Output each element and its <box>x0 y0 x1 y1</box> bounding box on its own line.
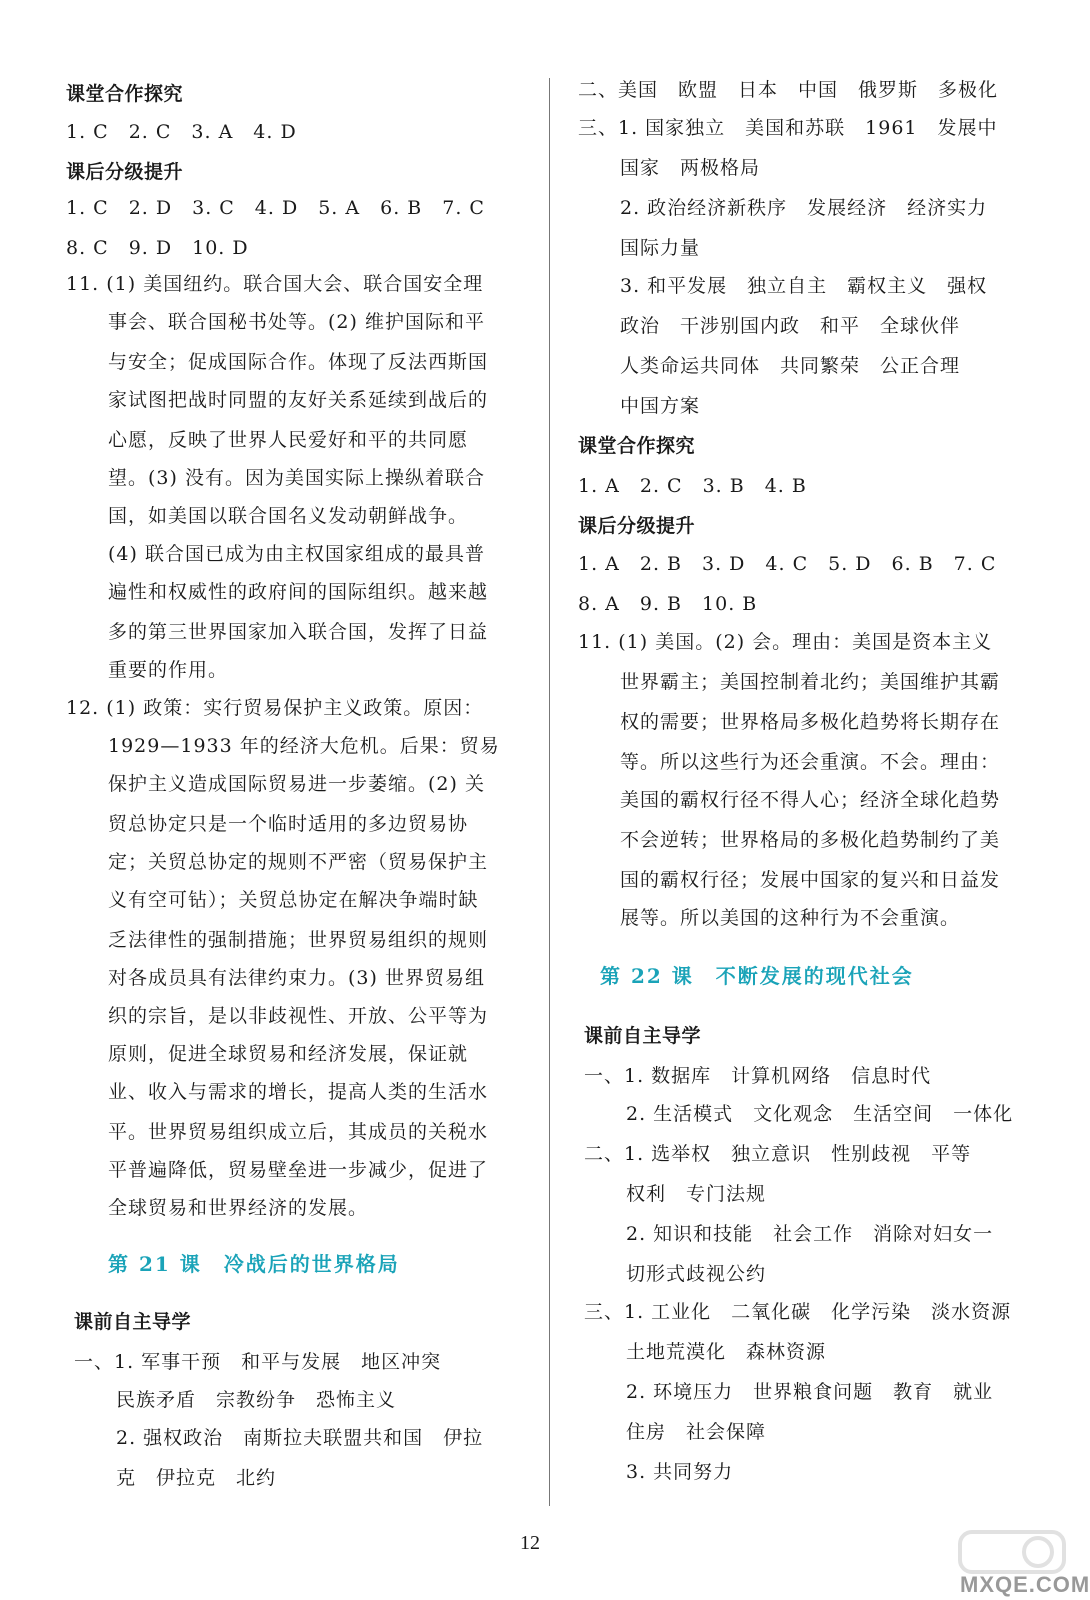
heading-after-class: 课后分级提升 <box>578 515 696 537</box>
answer-line: 家试图把战时同盟的友好关系延续到战后的 <box>108 389 489 411</box>
answer-line: 二、1. 选举权 独立意识 性别歧视 平等 <box>584 1143 972 1165</box>
answer-line: 展等。所以美国的这种行为不会重演。 <box>620 907 961 929</box>
answer-line: 遍性和权威性的政府间的国际组织。越来越 <box>108 581 489 603</box>
answer-line: 二、美国 欧盟 日本 中国 俄罗斯 多极化 <box>578 79 999 101</box>
answer-line: 三、1. 工业化 二氧化碳 化学污染 淡水资源 <box>584 1301 1012 1323</box>
answer-line: 11. (1) 美国纽约。联合国大会、联合国安全理 <box>66 273 484 295</box>
answer-line: 美国的霸权行径不得人心；经济全球化趋势 <box>620 789 1001 811</box>
page-number: 12 <box>520 1532 540 1554</box>
answer-line: 人类命运共同体 共同繁荣 公正合理 <box>620 355 961 377</box>
watermark-text: MXQE.COM <box>960 1572 1090 1597</box>
answer-line: 住房 社会保障 <box>626 1421 767 1443</box>
answer-line: 业、收入与需求的增长，提高人类的生活水 <box>108 1081 489 1103</box>
answer-line: 2. 政治经济新秩序 发展经济 经济实力 <box>620 197 988 219</box>
answer-line: 12. (1) 政策：实行贸易保护主义政策。原因： <box>66 697 484 719</box>
answer-line: 贸总协定只是一个临时适用的多边贸易协 <box>108 813 469 835</box>
answer-line: 一、1. 数据库 计算机网络 信息时代 <box>584 1065 932 1087</box>
answer-line: 平普遍降低，贸易壁垒进一步减少，促进了 <box>108 1159 489 1181</box>
answer-line: 三、1. 国家独立 美国和苏联 1961 发展中 <box>578 117 998 139</box>
lesson-22-title: 第 22 课 不断发展的现代社会 <box>600 964 914 988</box>
heading-pre-class: 课前自主导学 <box>74 1311 192 1333</box>
heading-classroom-cooperation: 课堂合作探究 <box>66 83 184 105</box>
heading-after-class: 课后分级提升 <box>66 161 184 183</box>
answer-line: 世界霸主；美国控制着北约；美国维护其霸 <box>620 671 1001 693</box>
answer-line: 2. 强权政治 南斯拉夫联盟共和国 伊拉 <box>116 1427 484 1449</box>
answer-line: 事会、联合国秘书处等。(2) 维护国际和平 <box>108 311 485 333</box>
answer-line: 11. (1) 美国。(2) 会。理由：美国是资本主义 <box>578 631 993 653</box>
answer-line: 8. C 9. D 10. D <box>66 237 249 259</box>
answer-line: 国家 两极格局 <box>620 157 761 179</box>
answer-line: 全球贸易和世界经济的发展。 <box>108 1197 369 1219</box>
answer-line: 义有空可钻）；关贸总协定在解决争端时缺 <box>108 889 479 911</box>
lesson-21-title: 第 21 课 冷战后的世界格局 <box>108 1252 400 1276</box>
answer-line: 重要的作用。 <box>108 659 229 681</box>
answer-line: 权的需要；世界格局多极化趋势将长期存在 <box>620 711 1001 733</box>
answer-line: 政治 干涉别国内政 和平 全球伙伴 <box>620 315 961 337</box>
answer-line: 原则，促进全球贸易和经济发展，保证就 <box>108 1043 469 1065</box>
answer-line: 织的宗旨，是以非歧视性、开放、公平等为 <box>108 1005 489 1027</box>
answer-line: 一、1. 军事干预 和平与发展 地区冲突 <box>74 1351 442 1373</box>
answer-line: 中国方案 <box>620 395 701 417</box>
answer-line: 2. 环境压力 世界粮食问题 教育 就业 <box>626 1381 994 1403</box>
answer-line: 国的霸权行径；发展中国家的复兴和日益发 <box>620 869 1001 891</box>
answer-line: 1929—1933 年的经济大危机。后果：贸易 <box>108 735 500 757</box>
answer-line: 切形式歧视公约 <box>626 1263 767 1285</box>
answer-line: 1. A 2. C 3. B 4. B <box>578 475 807 497</box>
answer-line: 保护主义造成国际贸易进一步萎缩。(2) 关 <box>108 773 485 795</box>
answer-line: 多的第三世界国家加入联合国，发挥了日益 <box>108 621 489 643</box>
answer-line: 不会逆转；世界格局的多极化趋势制约了美 <box>620 829 1001 851</box>
heading-classroom-cooperation: 课堂合作探究 <box>578 435 696 457</box>
answer-line: 1. C 2. C 3. A 4. D <box>66 121 297 143</box>
answer-line: 定；关贸总协定的规则不严密（贸易保护主 <box>108 851 489 873</box>
answer-line: 平。世界贸易组织成立后，其成员的关税水 <box>108 1121 489 1143</box>
answer-line: 国，如美国以联合国名义发动朝鲜战争。 <box>108 505 469 527</box>
answer-line: 对各成员具有法律约束力。(3) 世界贸易组 <box>108 967 485 989</box>
answer-line: 1. A 2. B 3. D 4. C 5. D 6. B 7. C <box>578 553 997 575</box>
heading-pre-class: 课前自主导学 <box>584 1025 702 1047</box>
answer-line: 心愿，反映了世界人民爱好和平的共同愿 <box>108 429 469 451</box>
answer-line: 与安全；促成国际合作。体现了反法西斯国 <box>108 351 489 373</box>
answer-line: 国际力量 <box>620 237 701 259</box>
answer-line: (4) 联合国已成为由主权国家组成的最具普 <box>108 543 485 565</box>
column-divider <box>549 78 550 1506</box>
answer-line: 克 伊拉克 北约 <box>116 1467 277 1489</box>
answer-line: 等。所以这些行为还会重演。不会。理由： <box>620 751 1001 773</box>
answer-line: 2. 知识和技能 社会工作 消除对妇女一 <box>626 1223 994 1245</box>
answer-line: 土地荒漠化 森林资源 <box>626 1341 827 1363</box>
answer-line: 民族矛盾 宗教纷争 恐怖主义 <box>116 1389 397 1411</box>
answer-line: 8. A 9. B 10. B <box>578 593 758 615</box>
answer-line: 权利 专门法规 <box>626 1183 767 1205</box>
answer-line: 3. 和平发展 独立自主 霸权主义 强权 <box>620 275 988 297</box>
answer-line: 乏法律性的强制措施；世界贸易组织的规则 <box>108 929 489 951</box>
answer-line: 望。(3) 没有。因为美国实际上操纵着联合 <box>108 467 485 489</box>
answer-line: 3. 共同努力 <box>626 1461 734 1483</box>
answer-line: 1. C 2. D 3. C 4. D 5. A 6. B 7. C <box>66 197 485 219</box>
answer-line: 2. 生活模式 文化观念 生活空间 一体化 <box>626 1103 1014 1125</box>
